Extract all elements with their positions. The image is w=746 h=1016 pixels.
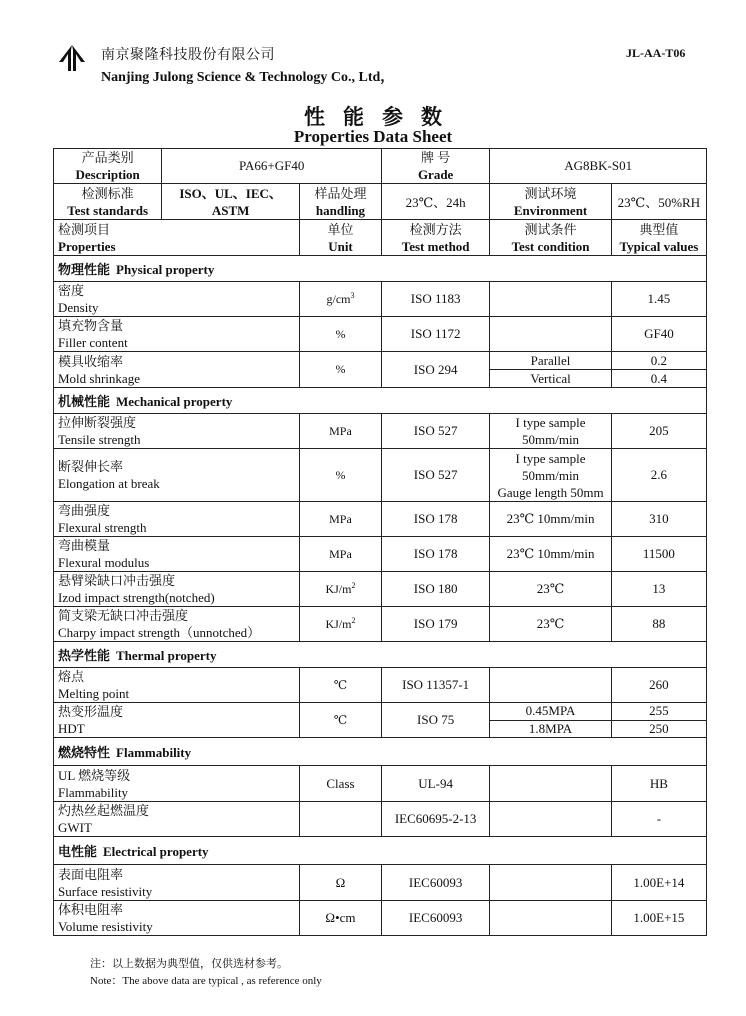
property-name: 密度 Density [54, 282, 300, 317]
condition-cell [490, 317, 611, 352]
method-cell: ISO 1172 [381, 317, 489, 352]
condition-cell: 23℃ [490, 572, 611, 607]
condition-cell: Parallel [490, 352, 611, 370]
table-row [54, 317, 707, 352]
table-row [54, 865, 707, 901]
value-cell: 11500 [611, 537, 706, 572]
property-name: 填充物含量 Filler content [54, 317, 300, 352]
method-cell: ISO 75 [381, 703, 489, 738]
section-thermal [54, 642, 707, 668]
unit-cell: % [299, 352, 381, 388]
unit-cell: $KJ/m^2$ [299, 607, 381, 642]
property-name: 体积电阻率 Volume resistivity [54, 901, 300, 936]
method-cell: IEC60695-2-13 [381, 802, 489, 837]
value-cell: 0.4 [611, 370, 706, 388]
condition-cell: I type sample 50mm/min [490, 414, 611, 449]
table-row [54, 572, 707, 607]
condition-cell: Vertical [490, 370, 611, 388]
table-row [54, 537, 707, 572]
section-electrical [54, 837, 707, 865]
col-properties: 检测项目 Properties [54, 220, 300, 256]
condition-cell [490, 766, 611, 802]
company-logo [57, 44, 87, 72]
col-unit: 单位 Unit [299, 220, 381, 256]
table-row [54, 414, 707, 449]
section-heading: 热学性能 Thermal property [54, 642, 707, 668]
condition-cell [490, 865, 611, 901]
document-code: JL-AA-T06 [626, 46, 686, 60]
data-table [53, 148, 707, 936]
property-name: 模具收缩率 Mold shrinkage [54, 352, 300, 388]
unit-cell: % [299, 317, 381, 352]
value-cell: 88 [611, 607, 706, 642]
property-name: 弯曲强度 Flexural strength [54, 502, 300, 537]
section-heading: 机械性能 Mechanical property [54, 388, 707, 414]
column-header-row [54, 220, 707, 256]
unit-cell: % [299, 449, 381, 502]
method-cell: ISO 527 [381, 449, 489, 502]
value-cell: 260 [611, 668, 706, 703]
property-name: 悬臂梁缺口冲击强度 Izod impact strength(notched) [54, 572, 300, 607]
condition-cell [490, 282, 611, 317]
method-cell: ISO 1183 [381, 282, 489, 317]
title-en: Properties Data Sheet [293, 127, 453, 146]
table-row [54, 449, 707, 502]
value-cell: 13 [611, 572, 706, 607]
table-row [54, 282, 707, 317]
unit-cell: Ω [299, 865, 381, 901]
table-row [54, 352, 707, 370]
value-cell: 0.2 [611, 352, 706, 370]
note-en: Note：The above data are typical , as reference only [90, 975, 322, 987]
method-cell: ISO 527 [381, 414, 489, 449]
environment-value: 23℃、50%RH [611, 184, 706, 220]
value-cell: 1.45 [611, 282, 706, 317]
value-cell: HB [611, 766, 706, 802]
value-cell: 2.6 [611, 449, 706, 502]
grade-label: 牌 号 Grade [381, 149, 489, 184]
condition-cell: 23℃ 10mm/min [490, 537, 611, 572]
unit-cell [299, 802, 381, 837]
property-name: 灼热丝起燃温度 GWIT [54, 802, 300, 837]
section-heading: 电性能 Electrical property [54, 837, 707, 865]
unit-cell: Class [299, 766, 381, 802]
method-cell: ISO 179 [381, 607, 489, 642]
property-name: 断裂伸长率 Elongation at break [54, 449, 300, 502]
property-name: 热变形温度 HDT [54, 703, 300, 738]
footnotes [90, 956, 322, 990]
standards-value: ISO、UL、IEC、 ASTM [162, 184, 300, 220]
method-cell: ISO 178 [381, 537, 489, 572]
description-label: 产品类别 Description [54, 149, 162, 184]
company-name-en: Nanjing Julong Science & Technology Co., Ltd， [101, 70, 395, 85]
unit-cell: Ω•cm [299, 901, 381, 936]
unit-cell: MPa [299, 537, 381, 572]
condition-cell: I type sample 50mm/min Gauge length 50mm [490, 449, 611, 502]
section-physical [54, 256, 707, 282]
description-value: PA66+GF40 [162, 149, 382, 184]
col-method: 检测方法 Test method [381, 220, 489, 256]
col-typical: 典型值 Typical values [611, 220, 706, 256]
value-cell: 250 [611, 720, 706, 738]
value-cell: 1.00E+15 [611, 901, 706, 936]
method-cell: ISO 11357-1 [381, 668, 489, 703]
handling-label: 样品处理 handling [299, 184, 381, 220]
unit-cell: ℃ [299, 703, 381, 738]
section-heading: 燃烧特性 Flammability [54, 738, 707, 766]
handling-value: 23℃、24h [381, 184, 489, 220]
value-cell: 1.00E+14 [611, 865, 706, 901]
method-cell: ISO 180 [381, 572, 489, 607]
unit-cell: MPa [299, 414, 381, 449]
title-cn: 性能参数 [304, 105, 460, 129]
unit-cell: MPa [299, 502, 381, 537]
value-cell: - [611, 802, 706, 837]
environment-label: 测试环境 Environment [490, 184, 611, 220]
info-row-description [54, 149, 707, 184]
table-row [54, 502, 707, 537]
info-row-standards [54, 184, 707, 220]
section-flammability [54, 738, 707, 766]
condition-cell [490, 668, 611, 703]
method-cell: IEC60093 [381, 901, 489, 936]
value-cell: GF40 [611, 317, 706, 352]
property-name: 熔点 Melting point [54, 668, 300, 703]
property-name: 简支梁无缺口冲击强度 Charpy impact strength（unnotched） [54, 607, 300, 642]
table-row [54, 607, 707, 642]
method-cell: ISO 294 [381, 352, 489, 388]
condition-cell: 0.45MPA [490, 703, 611, 721]
unit-cell: ℃ [299, 668, 381, 703]
section-heading: 物理性能 Physical property [54, 256, 707, 282]
standards-label: 检测标准 Test standards [54, 184, 162, 220]
table-row [54, 766, 707, 802]
value-cell: 310 [611, 502, 706, 537]
note-cn: 注：以上数据为典型值，仅供选材参考。 [90, 958, 288, 970]
condition-cell: 23℃ [490, 607, 611, 642]
value-cell: 205 [611, 414, 706, 449]
unit-cell: $KJ/m^2$ [299, 572, 381, 607]
section-mechanical [54, 388, 707, 414]
table-row [54, 901, 707, 936]
table-row [54, 802, 707, 837]
company-name-cn: 南京聚隆科技股份有限公司 [101, 48, 275, 63]
col-condition: 测试条件 Test condition [490, 220, 611, 256]
method-cell: IEC60093 [381, 865, 489, 901]
property-name: 表面电阻率 Surface resistivity [54, 865, 300, 901]
property-name: UL 燃烧等级 Flammability [54, 766, 300, 802]
table-row [54, 703, 707, 721]
property-name: 弯曲模量 Flexural modulus [54, 537, 300, 572]
condition-cell [490, 901, 611, 936]
table-row [54, 668, 707, 703]
condition-cell: 23℃ 10mm/min [490, 502, 611, 537]
condition-cell [490, 802, 611, 837]
method-cell: UL-94 [381, 766, 489, 802]
property-name: 拉伸断裂强度 Tensile strength [54, 414, 300, 449]
condition-cell: 1.8MPA [490, 720, 611, 738]
unit-cell: $g/cm^3$ [299, 282, 381, 317]
value-cell: 255 [611, 703, 706, 721]
method-cell: ISO 178 [381, 502, 489, 537]
grade-value: AG8BK-S01 [490, 149, 707, 184]
